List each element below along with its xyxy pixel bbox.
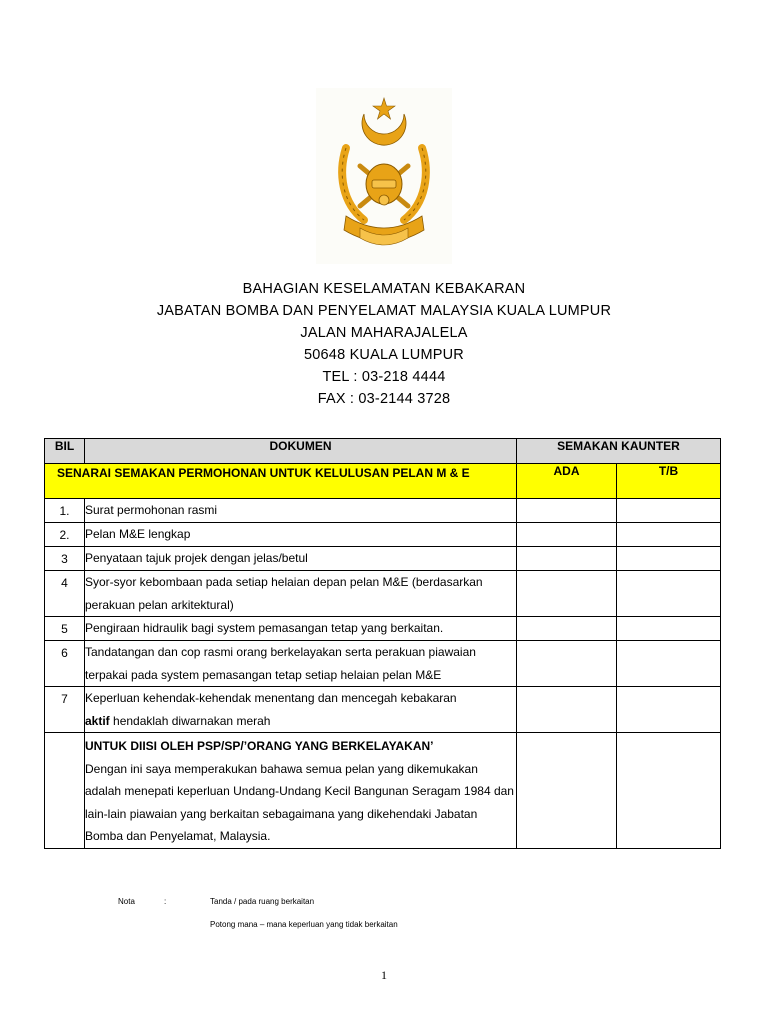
checkbox-tb[interactable] (617, 523, 721, 547)
row-document: Tandatangan dan cop rasmi orang berkelayakan serta perakuan piawaian terpakai pada system pemasangan tetap setiap helaian pelan M&E (85, 641, 517, 687)
notes-label: Nota (118, 897, 135, 906)
checkbox-ada[interactable] (517, 571, 617, 617)
row-number: 5 (61, 622, 68, 636)
page-number: 1 (381, 968, 387, 982)
row-document: Pelan M&E lengkap (85, 523, 517, 547)
postcode-city: 50648 KUALA LUMPUR (304, 347, 464, 363)
row-document: Penyataan tajuk projek dengan jelas/betul (85, 547, 517, 571)
table-row (45, 547, 721, 571)
checkbox-tb[interactable] (617, 499, 721, 523)
table-row (45, 499, 721, 523)
table-row (45, 641, 721, 687)
table-row (45, 571, 721, 617)
emblem-container (316, 88, 452, 264)
checklist-table (44, 438, 721, 849)
section-header-row (45, 464, 721, 499)
street-address: JALAN MAHARAJALELA (300, 325, 468, 341)
row-document (85, 687, 517, 733)
agency-name: JABATAN BOMBA DAN PENYELAMAT MALAYSIA KUALA LUMPUR (156, 303, 612, 319)
telephone: TEL : 03-218 4444 (322, 369, 446, 385)
table-header-row (45, 439, 721, 464)
checkbox-tb[interactable] (617, 687, 721, 733)
checkbox-tb[interactable] (617, 617, 721, 641)
bomba-emblem-icon (316, 88, 452, 264)
notes-line-1: Tanda / pada ruang berkaitan (210, 897, 315, 906)
checkbox-ada[interactable] (517, 617, 617, 641)
table-row (45, 523, 721, 547)
row-number: 2. (59, 528, 70, 542)
checkbox-ada[interactable] (517, 523, 617, 547)
declaration-row (45, 733, 721, 849)
column-header-bil: BIL (45, 439, 85, 464)
column-header-tb: T/B (617, 464, 721, 499)
table-row (45, 617, 721, 641)
declaration-title: UNTUK DIISI OLEH PSP/SP/’ORANG YANG BERKELAYAKAN’ (85, 739, 434, 753)
row-number: 3 (61, 552, 68, 566)
notes-line-2: Potong mana – mana keperluan yang tidak berkaitan (210, 920, 398, 929)
row-number: 4 (61, 576, 68, 590)
row-document: Pengiraan hidraulik bagi system pemasangan tetap yang berkaitan. (85, 617, 517, 641)
fax: FAX : 03-2144 3728 (317, 391, 451, 407)
row-number: 7 (61, 692, 68, 706)
table-row (45, 687, 721, 733)
checkbox-ada[interactable] (517, 547, 617, 571)
notes-colon: : (164, 897, 167, 906)
row-document-emphasis: aktif (85, 713, 110, 728)
checkbox-tb[interactable] (617, 547, 721, 571)
letterhead (0, 278, 768, 410)
declaration-body: Dengan ini saya memperakukan bahawa semua pelan yang dikemukakan adalah menepati keperluan Undang-Undang Kecil Bangunan Seragam 1984 dan lain-lain piawaian yang berkaitan sebagaimana yang dikehendaki Jabatan Bomba dan Penyelamat, Malaysia. (85, 761, 514, 843)
department-name: BAHAGIAN KESELAMATAN KEBAKARAN (242, 281, 526, 297)
checkbox-ada[interactable] (517, 641, 617, 687)
column-header-dokumen: DOKUMEN (85, 439, 517, 464)
checkbox-tb[interactable] (617, 641, 721, 687)
row-number: 1. (59, 504, 70, 518)
checkbox-ada[interactable] (517, 499, 617, 523)
row-document-part: hendaklah diwarnakan merah (109, 713, 271, 728)
row-document: Surat permohonan rasmi (85, 499, 517, 523)
column-header-semakan: SEMAKAN KAUNTER (517, 439, 721, 464)
column-header-ada: ADA (517, 464, 617, 499)
row-number: 6 (61, 646, 68, 660)
declaration (85, 733, 517, 849)
section-title: SENARAI SEMAKAN PERMOHONAN UNTUK KELULUSAN PELAN M & E (45, 464, 517, 499)
row-document-part: Keperluan kehendak-kehendak menentang dan mencegah kebakaran (85, 691, 457, 705)
checkbox-tb[interactable] (617, 571, 721, 617)
row-document: Syor-syor kebombaan pada setiap helaian depan pelan M&E (berdasarkan perakuan pelan arkitektural) (85, 571, 517, 617)
checkbox-ada[interactable] (517, 687, 617, 733)
